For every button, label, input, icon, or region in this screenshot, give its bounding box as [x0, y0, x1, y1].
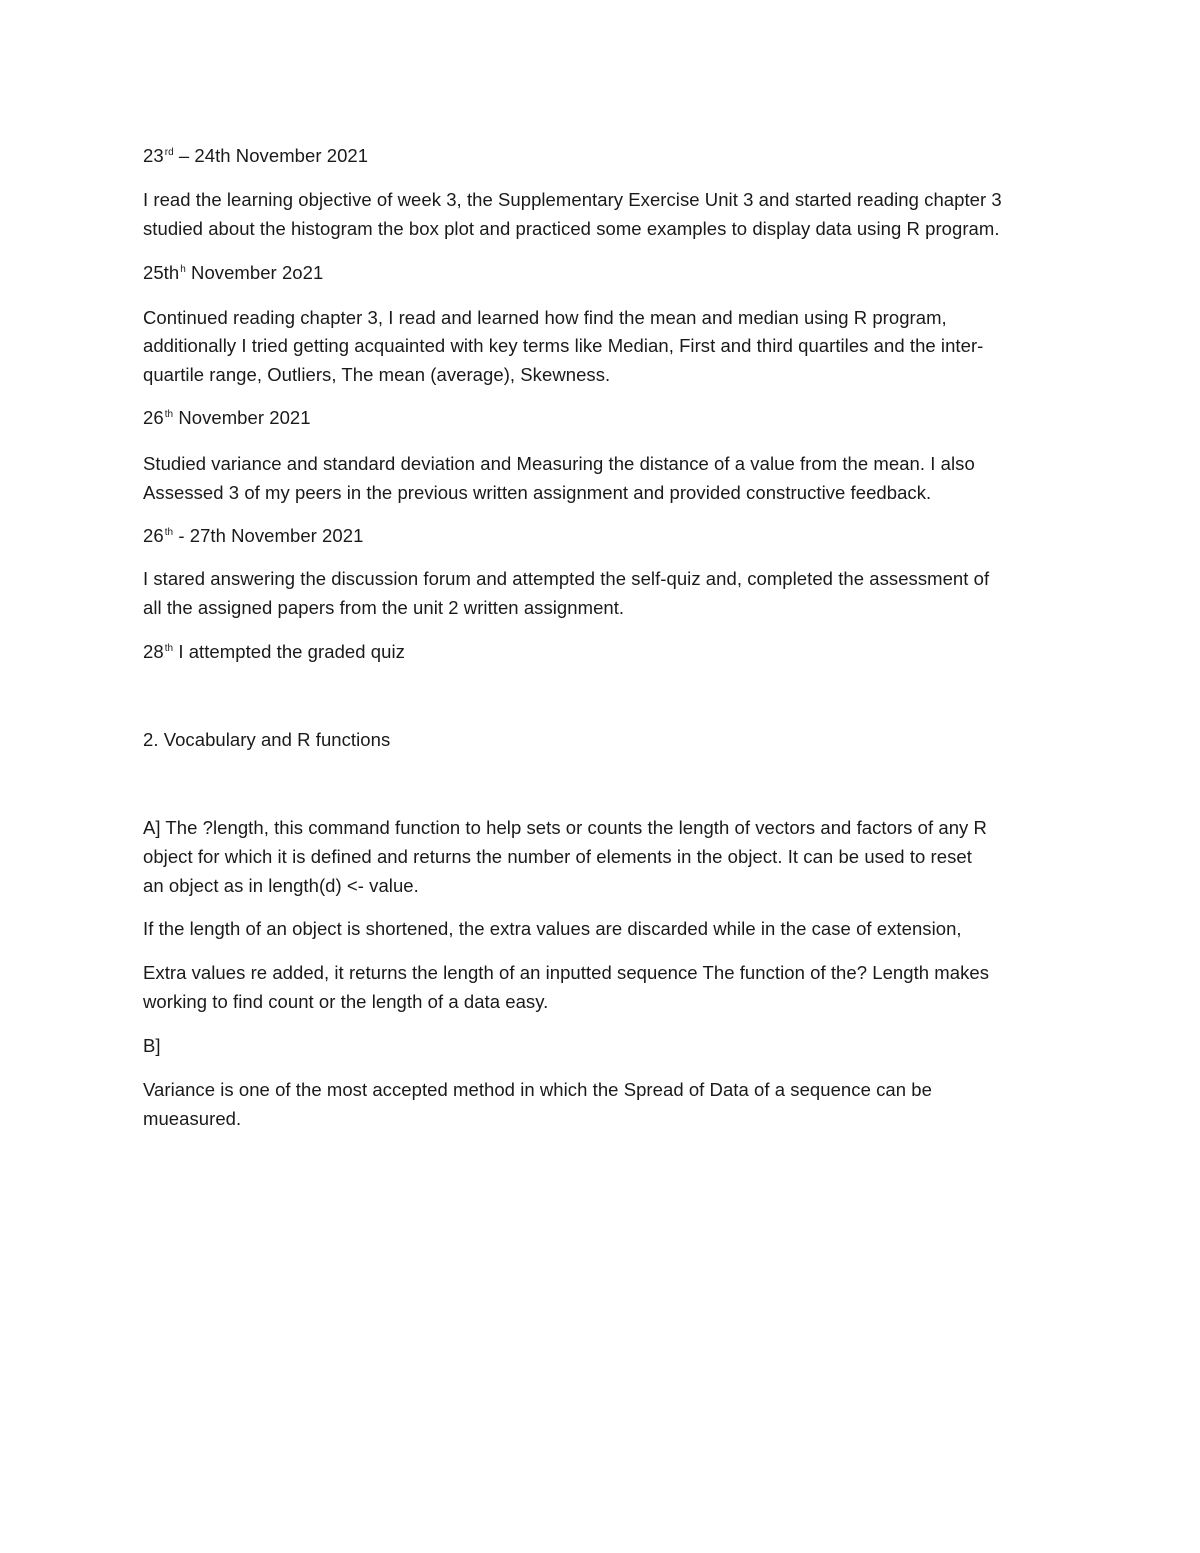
section-title: 2. Vocabulary and R functions — [143, 729, 391, 750]
entry-heading: 26th November 2021 — [143, 407, 311, 428]
entry-heading: 28th I attempted the graded quiz — [143, 641, 405, 662]
paragraph-line: additionally I tried getting acquainted with key terms like Median, First and third quartiles and the inter- — [143, 335, 984, 356]
paragraph-line: If the length of an object is shortened, the extra values are discarded while in the case of extension, — [143, 918, 962, 939]
paragraph-line: Extra values re added, it returns the length of an inputted sequence The function of the? Length makes — [143, 962, 990, 983]
paragraph-line: Studied variance and standard deviation and Measuring the distance of a value from the mean. I also — [143, 453, 975, 474]
paragraph-line: A] The ?length, this command function to help sets or counts the length of vectors and factors of any R — [143, 817, 987, 838]
entry-heading: 23rd – 24th November 2021 — [143, 145, 369, 166]
paragraph-line: an object as in length(d) <- value. — [143, 875, 419, 896]
entry-heading: $25th^h$ November 2o21 — [143, 262, 324, 283]
paragraph-line: working to find count or the length of a data easy. — [143, 991, 549, 1012]
section-label: B] — [143, 1035, 161, 1056]
paragraph-line: Assessed 3 of my peers in the previous written assignment and provided constructive feedback. — [143, 482, 932, 503]
entry-heading: 26th - 27th November 2021 — [143, 525, 364, 546]
paragraph-line: I read the learning objective of week 3, the Supplementary Exercise Unit 3 and started reading chapter 3 — [143, 189, 1002, 210]
paragraph-line: Variance is one of the most accepted method in which the Spread of Data of a sequence can be — [143, 1079, 932, 1100]
paragraph-line: I stared answering the discussion forum and attempted the self-quiz and, completed the assessment of — [143, 568, 990, 589]
paragraph-line: all the assigned papers from the unit 2 written assignment. — [143, 597, 625, 618]
paragraph-line: mueasured. — [143, 1108, 242, 1129]
paragraph-line: quartile range, Outliers, The mean (average), Skewness. — [143, 364, 611, 385]
paragraph-line: studied about the histogram the box plot and practiced some examples to display data using R program. — [143, 218, 1000, 239]
paragraph-line: object for which it is defined and returns the number of elements in the object. It can be used to reset — [143, 846, 972, 867]
paragraph-line: Continued reading chapter 3, I read and learned how find the mean and median using R program, — [143, 307, 947, 328]
